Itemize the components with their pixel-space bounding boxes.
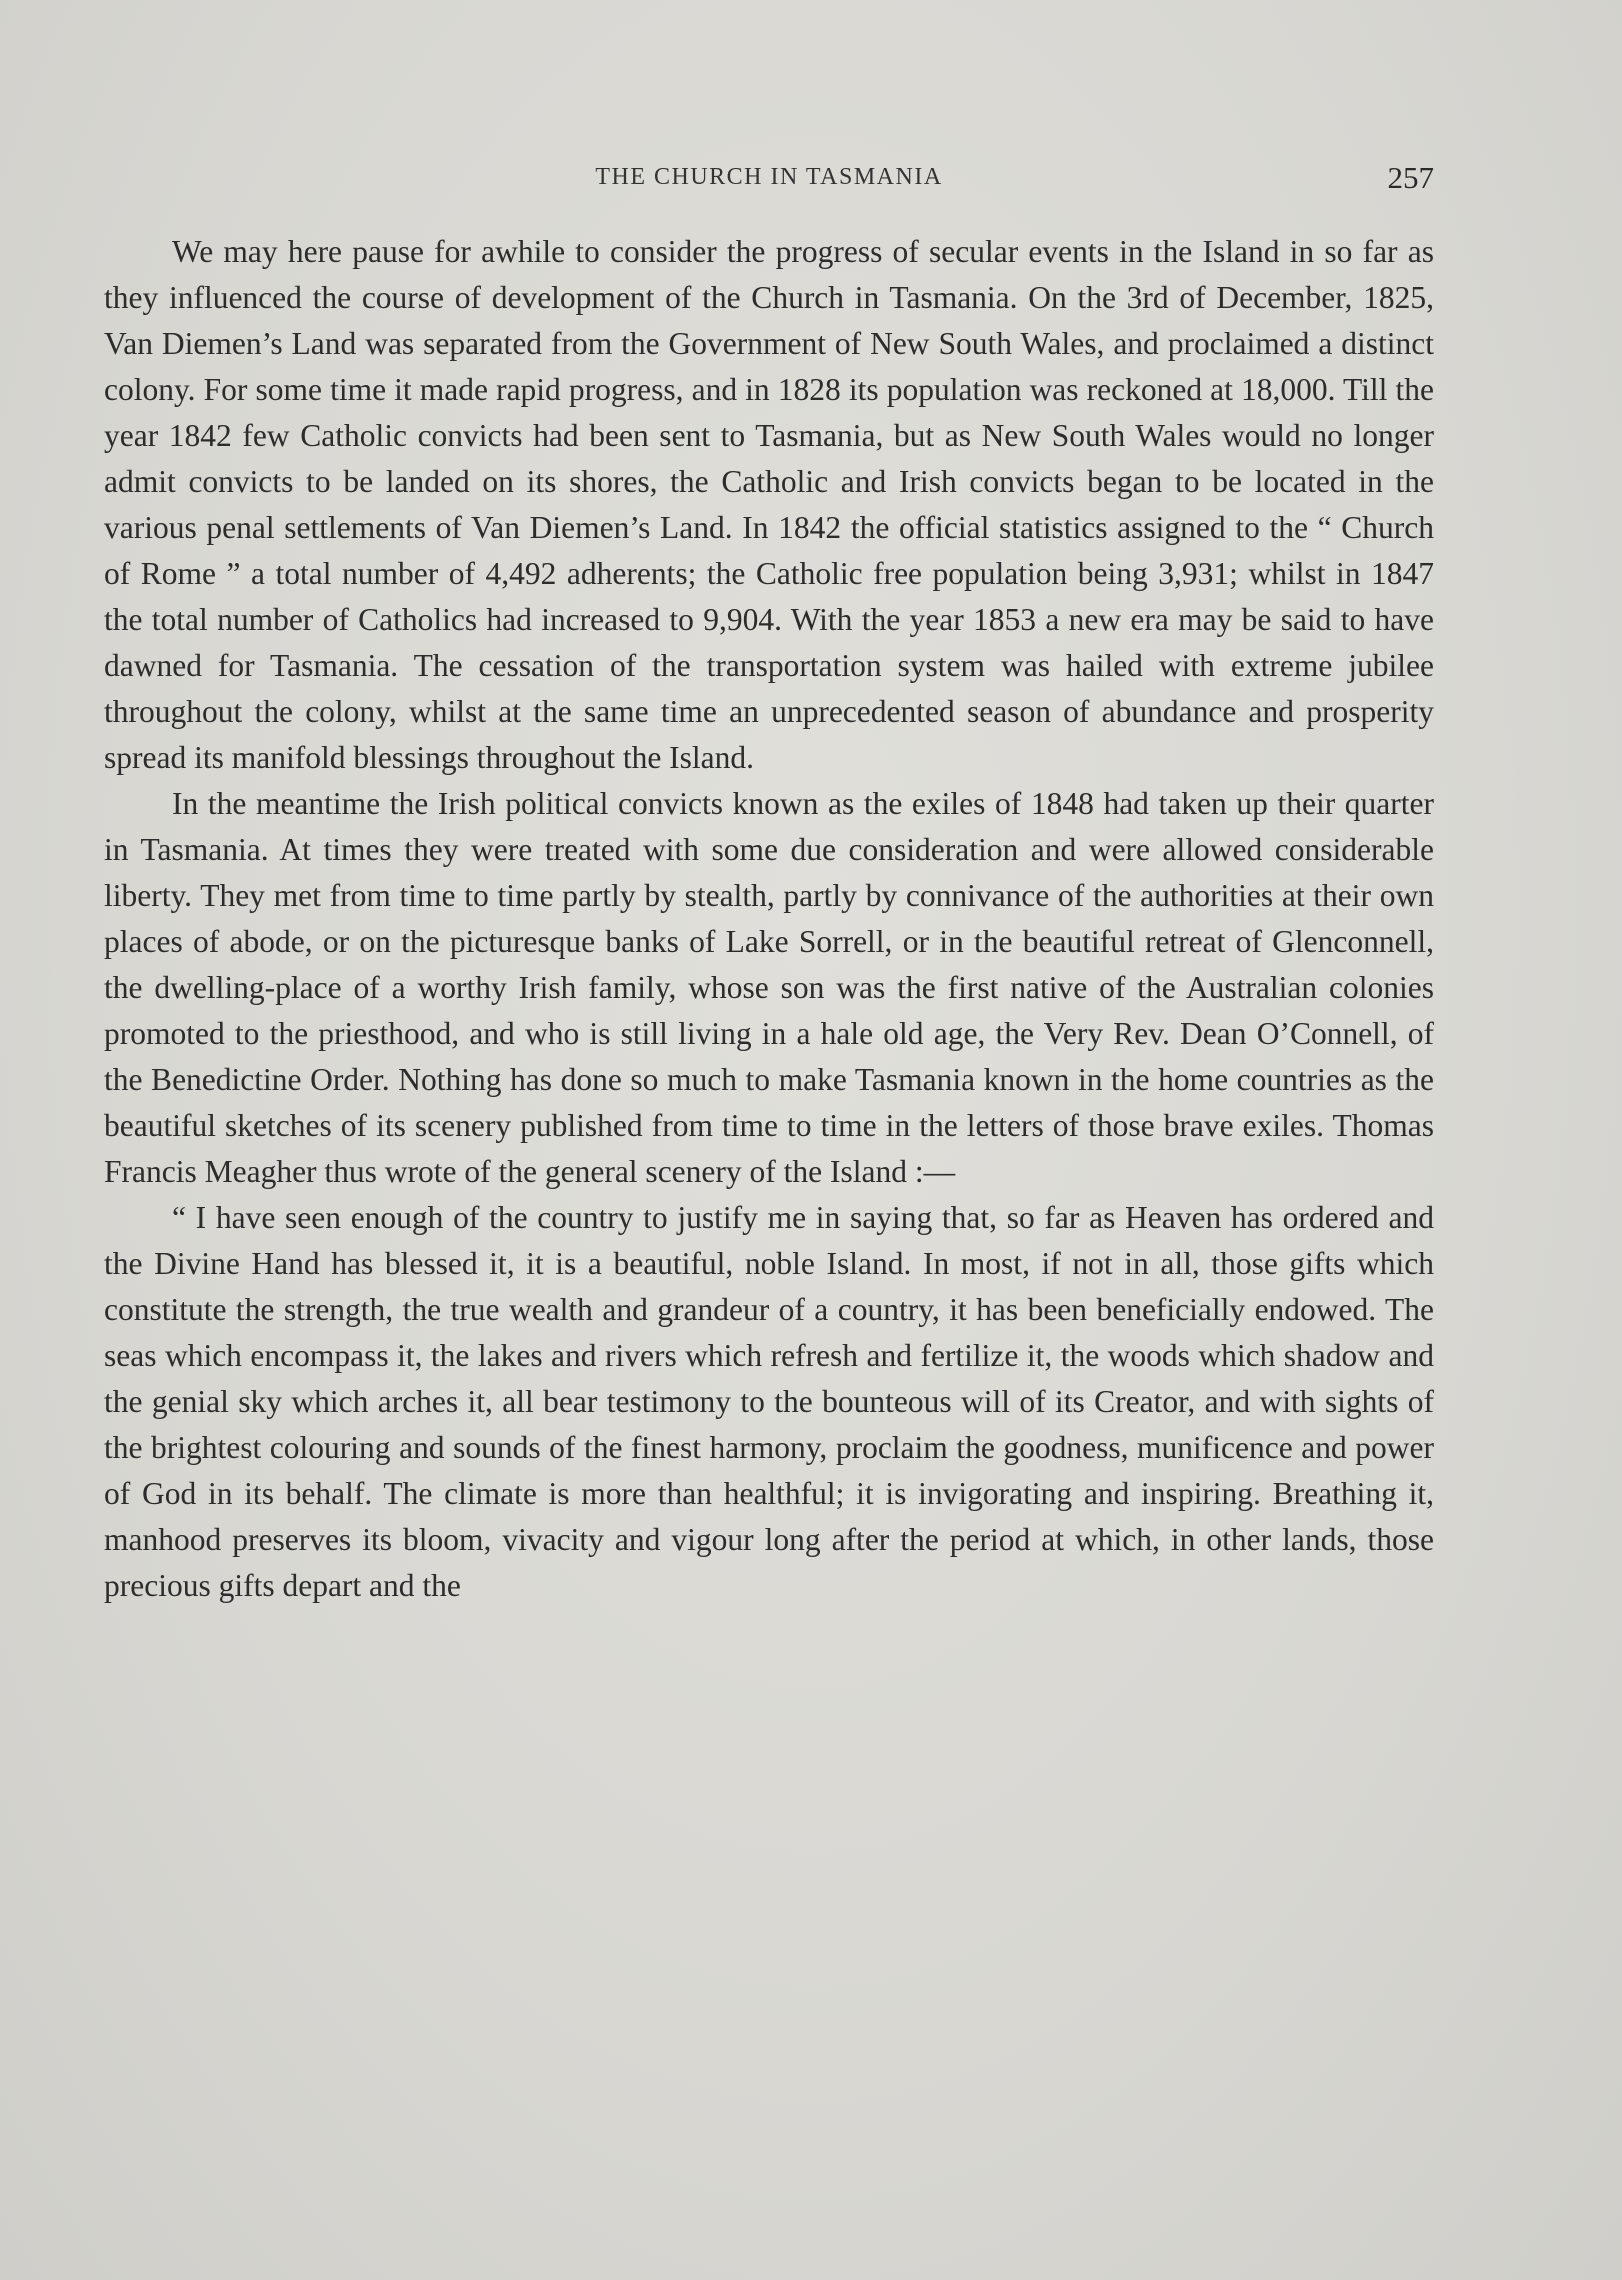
page-header: [104, 160, 1434, 200]
paragraph-secular-events: We may here pause for awhile to consider the progress of secular events in the Island in so far as they influenced the course of development of the Church in Tasmania. On the 3rd of December, 1825, Van Diemen’s Land was separated from the Government of New South Wales, and proclaimed a distinct colony. For some time it made rapid progress, and in 1828 its population was reckoned at 18,000. Till the year 1842 few Catholic convicts had been sent to Tasmania, but as New South Wales would no longer admit convicts to be landed on its shores, the Catholic and Irish convicts began to be located in the various penal settlements of Van Diemen’s Land. In 1842 the official statistics assigned to the “ Church of Rome ” a total number of 4,492 adherents; the Catholic free population being 3,931; whilst in 1847 the total number of Catholics had increased to 9,904. With the year 1853 a new era may be said to have dawned for Tasmania. The cessation of the transportation system was hailed with extreme jubilee throughout the colony, whilst at the same time an unprecedented season of abundance and prosperity spread its manifold blessings throughout the Island.: [104, 234, 1434, 775]
paragraph-irish-exiles: In the meantime the Irish political convicts known as the exiles of 1848 had taken up their quarter in Tasmania. At times they were treated with some due consideration and were allowed considerable liberty. They met from time to time partly by stealth, partly by connivance of the authorities at their own places of abode, or on the picturesque banks of Lake Sorrell, or in the beautiful retreat of Glenconnell, the dwelling-place of a worthy Irish family, whose son was the first native of the Australian colonies promoted to the priesthood, and who is still living in a hale old age, the Very Rev. Dean O’Connell, of the Benedictine Order. Nothing has done so much to make Tasmania known in the home countries as the beautiful sketches of its scenery published from time to time in the letters of those brave exiles. Thomas Francis Meagher thus wrote of the general scenery of the Island :—: [104, 786, 1434, 1189]
running-title: THE CHURCH IN TASMANIA: [595, 164, 943, 190]
body-text: [104, 229, 1434, 1609]
paragraph-meagher-quote: “ I have seen enough of the country to justify me in saying that, so far as Heaven has ordered and the Divine Hand has blessed it, it is a beautiful, noble Island. In most, if not in all, those gifts which constitute the strength, the true wealth and grandeur of a country, it has been beneficially endowed. The seas which encompass it, the lakes and rivers which refresh and fertilize it, the woods which shadow and the genial sky which arches it, all bear testimony to the bounteous will of its Creator, and with sights of the brightest colouring and sounds of the finest harmony, proclaim the goodness, munificence and power of God in its behalf. The climate is more than healthful; it is invigorating and inspiring. Breathing it, manhood preserves its bloom, vivacity and vigour long after the period at which, in other lands, those precious gifts depart and the: [104, 1200, 1434, 1603]
page-number: 257: [1387, 160, 1434, 195]
